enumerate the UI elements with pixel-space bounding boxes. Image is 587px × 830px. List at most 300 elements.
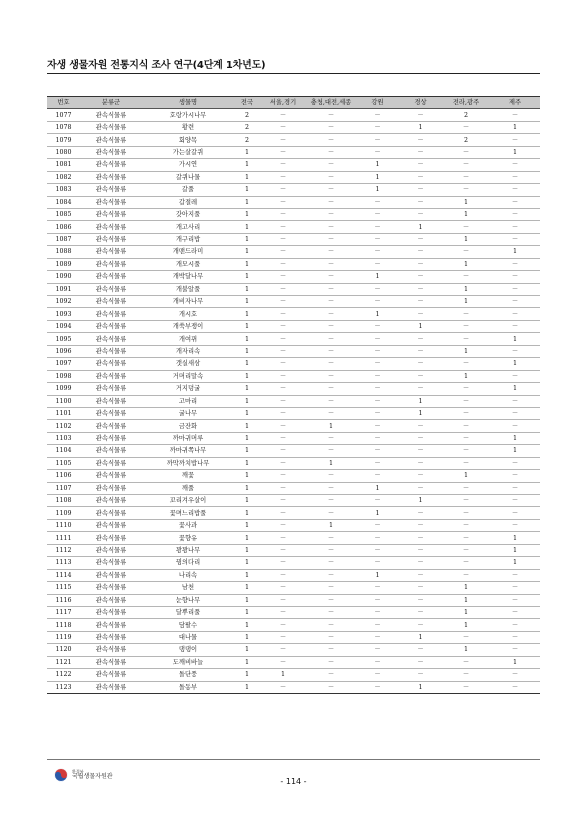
table-cell: － (442, 358, 490, 370)
table-cell: － (260, 221, 306, 233)
table-cell: 거머리말속 (142, 370, 234, 382)
table-cell: 1110 (47, 519, 80, 531)
table-cell: 1 (442, 644, 490, 656)
table-cell: － (356, 358, 399, 370)
header-divider (47, 73, 540, 74)
table-cell: 1093 (47, 308, 80, 320)
table-row (47, 246, 540, 258)
table-cell: － (356, 146, 399, 158)
table-row (47, 407, 540, 419)
table-cell: 관속식물류 (80, 271, 142, 283)
table-cell: 1077 (47, 109, 80, 121)
table-row (47, 420, 540, 432)
table-cell: － (442, 407, 490, 419)
table-cell: － (399, 308, 442, 320)
table-cell: 1 (234, 407, 260, 419)
table-cell: － (306, 320, 356, 332)
table-cell: 1 (234, 296, 260, 308)
table-cell: 관속식물류 (80, 407, 142, 419)
table-cell: － (399, 669, 442, 681)
table-cell: 개여뀌 (142, 333, 234, 345)
table-cell: 관속식물류 (80, 171, 142, 183)
table-cell: 눈향나무 (142, 594, 234, 606)
table-header-row (47, 97, 540, 109)
table-cell: － (356, 395, 399, 407)
table-cell: － (260, 445, 306, 457)
table-cell: － (490, 507, 540, 519)
table-cell: 깨풀 (142, 482, 234, 494)
table-cell: － (442, 507, 490, 519)
table-cell: 개시호 (142, 308, 234, 320)
table-cell: 관속식물류 (80, 134, 142, 146)
table-cell: － (399, 109, 442, 121)
table-cell: 1118 (47, 619, 80, 631)
table-cell: － (356, 134, 399, 146)
table-cell: － (442, 681, 490, 693)
table-cell: 1100 (47, 395, 80, 407)
table-cell: 1113 (47, 557, 80, 569)
table-cell: － (356, 644, 399, 656)
table-cell: － (260, 544, 306, 556)
table-cell: － (306, 271, 356, 283)
table-cell: － (306, 407, 356, 419)
table-row (47, 345, 540, 357)
table-cell: 1 (234, 383, 260, 395)
table-cell: － (442, 482, 490, 494)
table-cell: － (399, 445, 442, 457)
table-cell: － (356, 208, 399, 220)
table-cell: － (356, 121, 399, 133)
table-cell: － (399, 544, 442, 556)
table-cell: 1 (234, 482, 260, 494)
table-cell: 관속식물류 (80, 358, 142, 370)
table-row (47, 544, 540, 556)
column-header: 서울,경기 (260, 97, 306, 109)
table-cell: 1 (442, 619, 490, 631)
table-cell: 꼬리겨우살이 (142, 495, 234, 507)
table-row (47, 134, 540, 146)
table-cell: － (356, 283, 399, 295)
table-cell: 1 (356, 171, 399, 183)
table-cell: 관속식물류 (80, 619, 142, 631)
table-cell: － (442, 532, 490, 544)
table-cell: 꽝꽝나무 (142, 544, 234, 556)
table-cell: － (442, 333, 490, 345)
table-cell: 1104 (47, 445, 80, 457)
table-cell: 1 (490, 246, 540, 258)
table-cell: － (306, 258, 356, 270)
table-row (47, 644, 540, 656)
table-cell: － (442, 544, 490, 556)
table-cell: 1 (234, 233, 260, 245)
table-cell: 관속식물류 (80, 656, 142, 668)
table-cell: 굴나무 (142, 407, 234, 419)
table-row (47, 532, 540, 544)
table-cell: 1121 (47, 656, 80, 668)
table-cell: 관속식물류 (80, 383, 142, 395)
table-cell: － (490, 196, 540, 208)
table-cell: － (260, 296, 306, 308)
table-cell: － (399, 619, 442, 631)
table-cell: 1101 (47, 407, 80, 419)
table-cell: － (442, 171, 490, 183)
table-cell: － (260, 532, 306, 544)
table-cell: 1 (442, 370, 490, 382)
table-cell: 관속식물류 (80, 544, 142, 556)
table-cell: 1 (490, 557, 540, 569)
table-cell: － (356, 109, 399, 121)
table-cell: 관속식물류 (80, 146, 142, 158)
table-cell: 1089 (47, 258, 80, 270)
table-cell: 1088 (47, 246, 80, 258)
table-cell: － (356, 445, 399, 457)
table-cell: 2 (234, 134, 260, 146)
table-cell: 관속식물류 (80, 283, 142, 295)
table-cell: 담팔수 (142, 619, 234, 631)
table-cell: 관속식물류 (80, 606, 142, 618)
table-cell: 관속식물류 (80, 569, 142, 581)
table-cell: 1 (399, 395, 442, 407)
table-cell: 1 (260, 669, 306, 681)
table-cell: 관속식물류 (80, 296, 142, 308)
table-cell: 1090 (47, 271, 80, 283)
table-cell: 1 (399, 221, 442, 233)
table-cell: 1 (234, 631, 260, 643)
table-cell: － (442, 159, 490, 171)
table-cell: 금잔화 (142, 420, 234, 432)
table-cell: 1103 (47, 432, 80, 444)
table-cell: － (490, 171, 540, 183)
table-cell: 1111 (47, 532, 80, 544)
table-cell: 관속식물류 (80, 482, 142, 494)
table-cell: － (356, 470, 399, 482)
table-cell: 개자리속 (142, 345, 234, 357)
table-cell: － (260, 644, 306, 656)
table-cell: － (260, 171, 306, 183)
table-cell: 1085 (47, 208, 80, 220)
table-row (47, 159, 540, 171)
table-cell: 1081 (47, 159, 80, 171)
table-cell: 관속식물류 (80, 333, 142, 345)
table-cell: － (442, 519, 490, 531)
table-cell: 1 (234, 246, 260, 258)
column-header: 제주 (490, 97, 540, 109)
table-cell: 관속식물류 (80, 557, 142, 569)
table-cell: － (442, 557, 490, 569)
table-cell: － (306, 544, 356, 556)
table-cell: 1105 (47, 457, 80, 469)
table-cell: 1 (490, 383, 540, 395)
table-cell: 1 (356, 482, 399, 494)
table-cell: － (356, 420, 399, 432)
table-cell: 1 (234, 644, 260, 656)
table-cell: 1 (356, 507, 399, 519)
table-cell: － (442, 308, 490, 320)
table-cell: － (356, 519, 399, 531)
table-cell: － (490, 320, 540, 332)
table-cell: － (356, 246, 399, 258)
table-row (47, 271, 540, 283)
table-cell: 1 (356, 308, 399, 320)
table-cell: 갓아지풀 (142, 208, 234, 220)
table-cell: － (399, 606, 442, 618)
table-cell: － (399, 532, 442, 544)
table-cell: 1 (490, 656, 540, 668)
table-cell: 1099 (47, 383, 80, 395)
logo-ministry-text: 환경부 (72, 768, 84, 774)
table-cell: － (399, 345, 442, 357)
table-cell: － (490, 308, 540, 320)
page-title: 자생 생물자원 전통지식 조사 연구(4단계 1차년도) (47, 60, 266, 71)
table-cell: 개비자나무 (142, 296, 234, 308)
table-cell: 1 (234, 519, 260, 531)
table-cell: － (356, 544, 399, 556)
table-cell: 1 (234, 582, 260, 594)
table-cell: 1116 (47, 594, 80, 606)
table-cell: － (260, 121, 306, 133)
table-cell: 1 (234, 221, 260, 233)
table-row (47, 669, 540, 681)
table-cell: － (490, 345, 540, 357)
table-cell: 관속식물류 (80, 470, 142, 482)
table-cell: － (260, 146, 306, 158)
table-cell: － (399, 557, 442, 569)
table-cell: 꿩의다리 (142, 557, 234, 569)
column-header: 번호 (47, 97, 80, 109)
table-cell: － (306, 246, 356, 258)
table-cell: － (356, 495, 399, 507)
table-cell: 1107 (47, 482, 80, 494)
table-cell: 거지덩굴 (142, 383, 234, 395)
table-cell: 1 (356, 271, 399, 283)
column-header: 전라,광주 (442, 97, 490, 109)
table-cell: － (260, 420, 306, 432)
table-cell: － (306, 395, 356, 407)
table-cell: － (490, 134, 540, 146)
table-cell: － (490, 470, 540, 482)
table-cell: － (306, 606, 356, 618)
table-cell: － (490, 271, 540, 283)
table-cell: 관속식물류 (80, 395, 142, 407)
table-cell: 관속식물류 (80, 221, 142, 233)
table-row (47, 619, 540, 631)
table-cell: 1 (234, 196, 260, 208)
table-row (47, 519, 540, 531)
table-cell: 관속식물류 (80, 233, 142, 245)
table-cell: 1 (234, 208, 260, 220)
table-row (47, 208, 540, 220)
table-cell: － (306, 644, 356, 656)
table-cell: － (490, 519, 540, 531)
table-cell: 1123 (47, 681, 80, 693)
table-cell: － (399, 146, 442, 158)
table-cell: － (260, 606, 306, 618)
table-cell: 1091 (47, 283, 80, 295)
table-cell: － (399, 656, 442, 668)
table-cell: － (306, 445, 356, 457)
table-cell: － (260, 109, 306, 121)
table-cell: 달뿌리풀 (142, 606, 234, 618)
table-cell: 1086 (47, 221, 80, 233)
table-cell: － (399, 457, 442, 469)
table-row (47, 196, 540, 208)
table-cell: － (260, 582, 306, 594)
table-cell: － (442, 121, 490, 133)
table-cell: 돌동부 (142, 681, 234, 693)
table-cell: － (260, 184, 306, 196)
table-cell: 1 (442, 345, 490, 357)
table-cell: 1 (234, 432, 260, 444)
table-cell: 1087 (47, 233, 80, 245)
table-cell: － (442, 631, 490, 643)
table-row (47, 258, 540, 270)
column-header: 강원 (356, 97, 399, 109)
table-cell: － (356, 619, 399, 631)
table-cell: － (306, 134, 356, 146)
table-cell: － (260, 470, 306, 482)
table-cell: 1 (399, 407, 442, 419)
table-cell: 1112 (47, 544, 80, 556)
table-row (47, 121, 540, 133)
table-row (47, 109, 540, 121)
table-cell: － (260, 395, 306, 407)
table-cell: － (490, 258, 540, 270)
table-cell: 갈퀴나물 (142, 171, 234, 183)
table-cell: 개고사리 (142, 221, 234, 233)
table-cell: 관속식물류 (80, 258, 142, 270)
table-cell: 관속식물류 (80, 532, 142, 544)
table-cell: － (260, 383, 306, 395)
table-cell: － (399, 432, 442, 444)
table-cell: － (306, 196, 356, 208)
table-cell: 돌단풍 (142, 669, 234, 681)
table-cell: － (490, 569, 540, 581)
table-cell: － (356, 606, 399, 618)
table-cell: － (306, 283, 356, 295)
table-cell: － (399, 370, 442, 382)
table-cell: － (356, 532, 399, 544)
table-cell: 호랑가시나무 (142, 109, 234, 121)
table-cell: － (260, 159, 306, 171)
table-cell: 1 (234, 146, 260, 158)
table-row (47, 606, 540, 618)
table-cell: 까마귀쪽나무 (142, 445, 234, 457)
table-cell: 1 (234, 656, 260, 668)
table-cell: 까막까치밥나무 (142, 457, 234, 469)
table-cell: － (399, 246, 442, 258)
table-cell: 1 (234, 495, 260, 507)
table-cell: － (306, 482, 356, 494)
table-cell: － (260, 271, 306, 283)
table-cell: － (399, 134, 442, 146)
table-cell: 1 (490, 333, 540, 345)
table-cell: 나리속 (142, 569, 234, 581)
table-row (47, 557, 540, 569)
table-cell: 1 (442, 196, 490, 208)
table-cell: － (490, 669, 540, 681)
table-cell: 2 (234, 121, 260, 133)
table-cell: － (260, 370, 306, 382)
logo-institution-text: 국립생물자원관 (72, 772, 113, 780)
table-cell: 관속식물류 (80, 208, 142, 220)
table-cell: 회양목 (142, 134, 234, 146)
table-cell: － (356, 407, 399, 419)
table-cell: － (260, 358, 306, 370)
table-cell: － (306, 221, 356, 233)
table-cell: 관속식물류 (80, 159, 142, 171)
table-cell: 1 (399, 320, 442, 332)
table-cell: 1 (234, 557, 260, 569)
table-row (47, 383, 540, 395)
table-cell: － (442, 271, 490, 283)
table-cell: － (490, 370, 540, 382)
table-cell: － (356, 221, 399, 233)
table-cell: － (306, 681, 356, 693)
table-cell: － (442, 221, 490, 233)
table-cell: 가는살갈퀴 (142, 146, 234, 158)
table-cell: 1 (356, 569, 399, 581)
table-cell: － (490, 296, 540, 308)
table-cell: － (399, 196, 442, 208)
table-cell: － (260, 283, 306, 295)
table-row (47, 184, 540, 196)
table-cell: － (306, 594, 356, 606)
table-cell: － (260, 308, 306, 320)
table-cell: 까마귀머루 (142, 432, 234, 444)
table-cell: － (442, 569, 490, 581)
table-row (47, 221, 540, 233)
table-cell: － (306, 631, 356, 643)
table-cell: － (399, 569, 442, 581)
table-cell: － (306, 208, 356, 220)
table-cell: － (306, 432, 356, 444)
table-cell: － (399, 519, 442, 531)
table-cell: － (260, 619, 306, 631)
table-cell: － (260, 432, 306, 444)
table-cell: 꽃사과 (142, 519, 234, 531)
table-cell: － (490, 644, 540, 656)
table-cell: 1 (234, 606, 260, 618)
table-cell: － (399, 159, 442, 171)
table-cell: － (442, 320, 490, 332)
table-cell: － (399, 420, 442, 432)
table-cell: 1 (234, 345, 260, 357)
table-cell: － (356, 656, 399, 668)
footer-divider (47, 759, 540, 760)
table-cell: 1 (490, 146, 540, 158)
table-cell: 개불알풀 (142, 283, 234, 295)
table-cell: 1 (234, 395, 260, 407)
table-cell: － (306, 146, 356, 158)
table-cell: 1 (234, 184, 260, 196)
table-cell: － (260, 656, 306, 668)
table-cell: 1 (490, 445, 540, 457)
table-cell: － (442, 457, 490, 469)
table-cell: 관속식물류 (80, 681, 142, 693)
table-cell: － (490, 208, 540, 220)
table-cell: 1 (234, 308, 260, 320)
table-cell: 1096 (47, 345, 80, 357)
table-cell: － (356, 669, 399, 681)
table-cell: 댕댕이 (142, 644, 234, 656)
table-cell: 고마리 (142, 395, 234, 407)
table-cell: － (356, 557, 399, 569)
table-cell: － (260, 457, 306, 469)
table-cell: 꽃며느리밥풀 (142, 507, 234, 519)
table-cell: － (442, 246, 490, 258)
table-cell: 남천 (142, 582, 234, 594)
table-cell: 1114 (47, 569, 80, 581)
